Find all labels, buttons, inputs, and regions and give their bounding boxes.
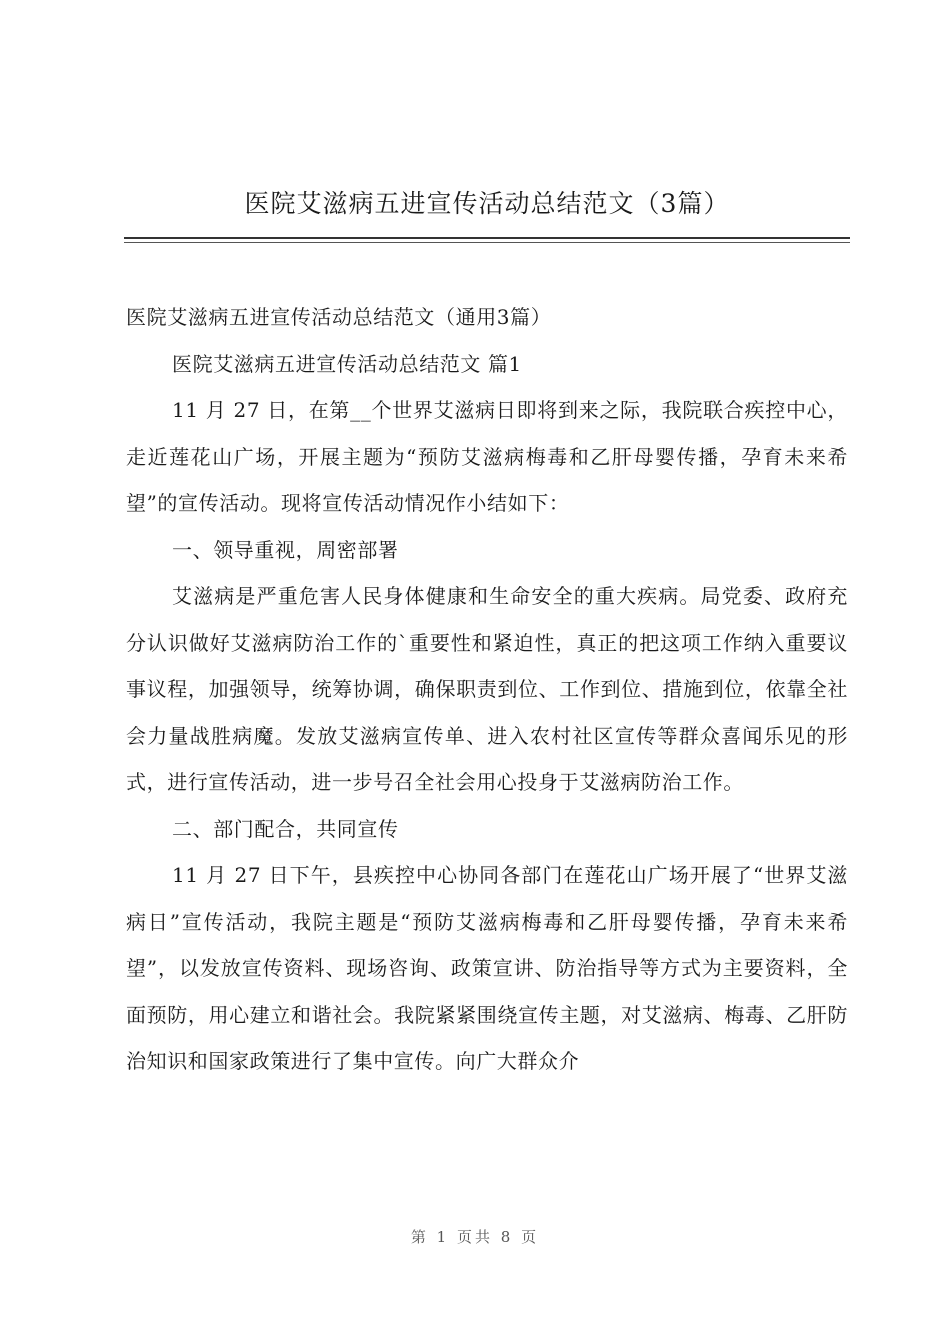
- paragraph-leadership: 艾滋病是严重危害人民身体健康和生命安全的重大疾病。局党委、政府充分认识做好艾滋病防治工作的`重要性和紧迫性，真正的把这项工作纳入重要议事议程，加强领导，统筹协调，确保职责到位、工作到位、措施到位，依靠全社会力量战胜病魔。发放艾滋病宣传单、进入农村社区宣传等群众喜闻乐见的形式，进行宣传活动，进一步号召全社会用心投身于艾滋病防治工作。: [126, 584, 848, 794]
- paragraph-cooperation: 11 月 27 日下午，县疾控中心协同各部门在莲花山广场开展了“世界艾滋病日”宣传活动，我院主题是“预防艾滋病梅毒和乙肝母婴传播，孕育未来希望”，以发放宣传资料、现场咨询、政策宣讲、防治指导等方式为主要资料，全面预防，用心建立和谐社会。我院紧紧围绕宣传主题，对艾滋病、梅毒、乙肝防治知识和国家政策进行了集中宣传。向广大群众介: [126, 863, 848, 1073]
- title-divider: [124, 237, 850, 239]
- section-heading-part1: 医院艾滋病五进宣传活动总结范文 篇1: [172, 351, 522, 376]
- section-heading-cooperation: 二、部门配合，共同宣传: [172, 816, 399, 841]
- document-body: [126, 294, 848, 1085]
- paragraph-intro: 11 月 27 日，在第__个世界艾滋病日即将到来之际，我院联合疾控中心，走近莲花山广场，开展主题为“预防艾滋病梅毒和乙肝母婴传播，孕育未来希望”的宣传活动。现将宣传活动情况作小结如下：: [126, 398, 848, 515]
- document-title: 医院艾滋病五进宣传活动总结范文（3篇）: [244, 189, 730, 218]
- page-number-footer: 第 1 页共 8 页: [410, 1228, 540, 1246]
- section-heading-leadership: 一、领导重视，周密部署: [172, 537, 399, 562]
- title-divider-thin: [124, 242, 850, 243]
- document-subtitle: 医院艾滋病五进宣传活动总结范文（通用3篇）: [126, 305, 552, 329]
